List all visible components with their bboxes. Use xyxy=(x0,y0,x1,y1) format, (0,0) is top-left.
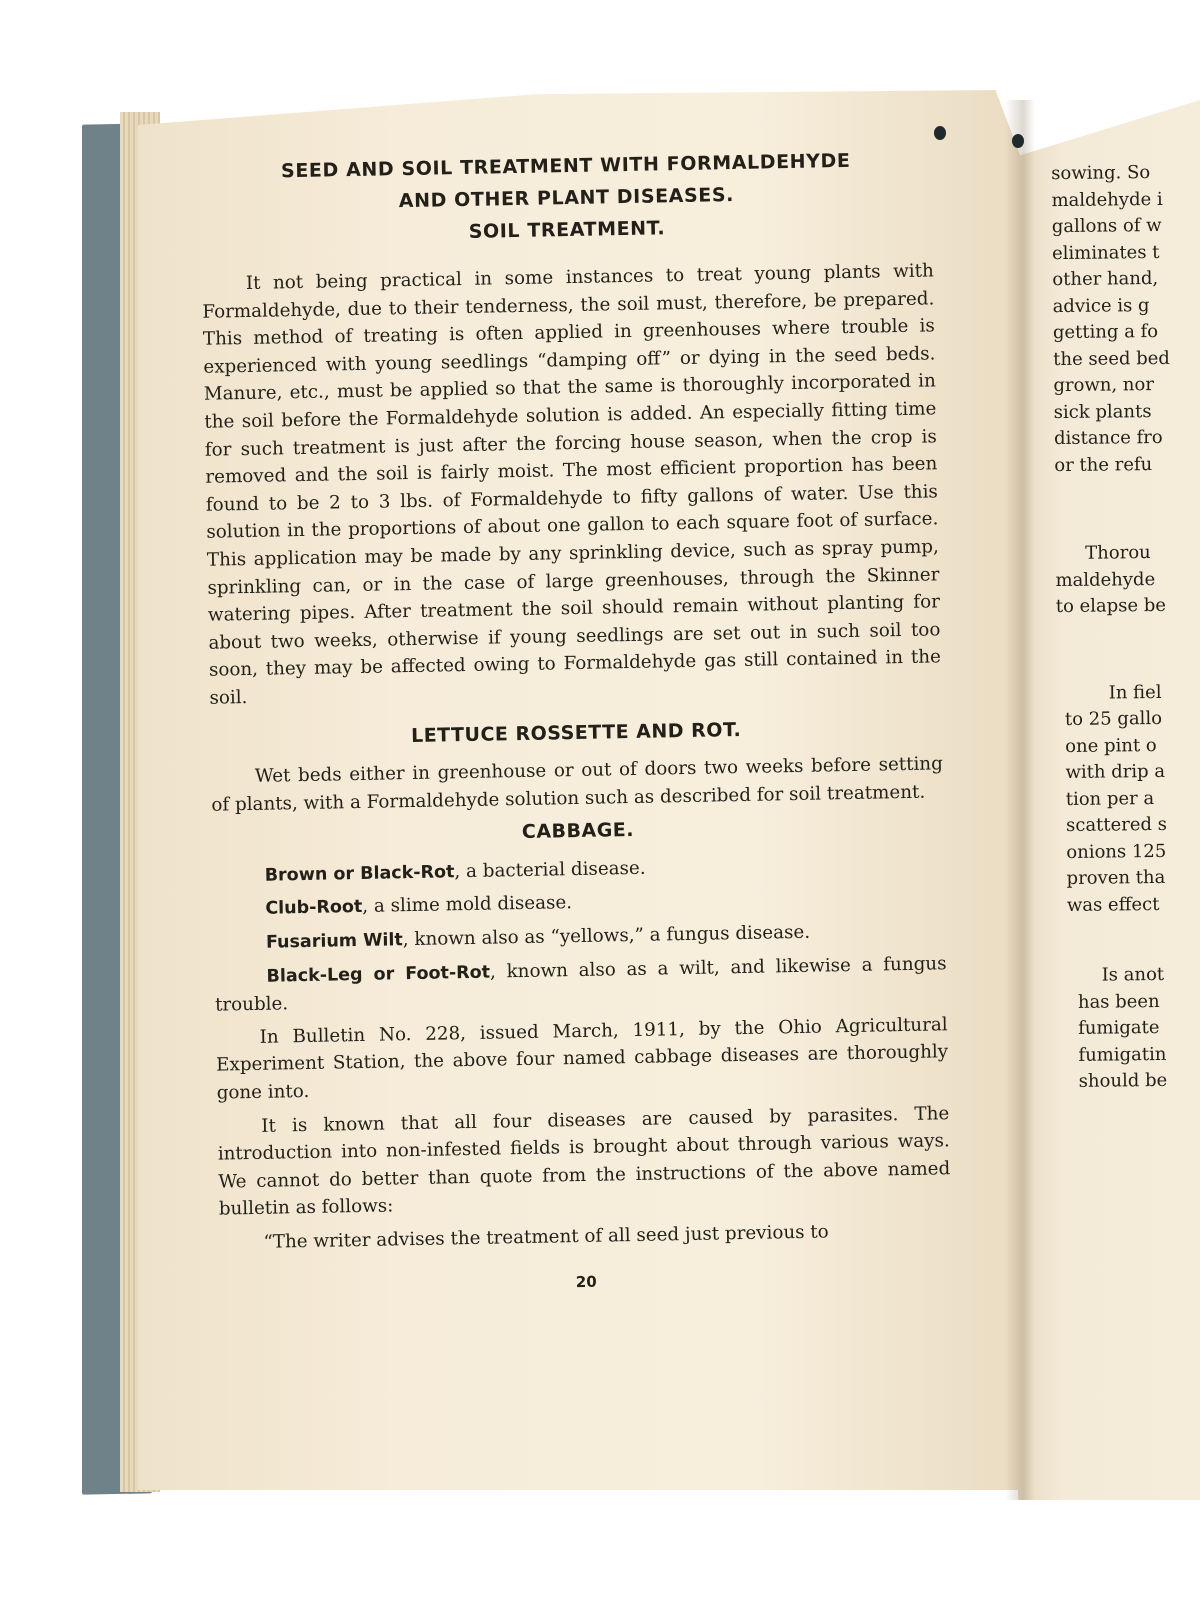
disease-desc: , a bacterial disease. xyxy=(454,857,646,883)
text-line: Is anot xyxy=(1101,963,1165,986)
text-line: onions 125 xyxy=(1066,840,1167,863)
right-text-block-4 xyxy=(1060,961,1200,1096)
text-line: or the refu xyxy=(1054,453,1153,476)
text-line: with drip a xyxy=(1065,760,1166,783)
section-heading-lettuce: LETTUCE ROSSETTE AND ROT. xyxy=(410,718,742,747)
text-line: sowing. So xyxy=(1051,162,1151,185)
text-line: the seed bed xyxy=(1053,347,1170,370)
text-line: getting a fo xyxy=(1052,320,1159,344)
text-line: sick plants xyxy=(1053,400,1152,423)
text-line: eliminates t xyxy=(1051,241,1160,264)
staple-hole-right xyxy=(1012,134,1024,148)
disease-name: Brown or Black-Rot xyxy=(264,862,455,886)
text-line: should be xyxy=(1078,1069,1168,1092)
text-line: other hand, xyxy=(1052,267,1159,291)
quote-paragraph: “The writer advises the treatment of all seed just previous to xyxy=(263,1221,829,1253)
left-page-text xyxy=(200,143,953,1302)
main-heading-line2: AND OTHER PLANT DISEASES. xyxy=(398,184,735,213)
main-heading-line1: SEED AND SOIL TREATMENT WITH FORMALDEHYDE xyxy=(280,149,851,183)
disease-desc: , known also as a wilt, and likewise a fungus trouble. xyxy=(214,952,947,1016)
text-line: proven tha xyxy=(1066,866,1166,889)
disease-desc: , known also as “yellows,” a fungus disease. xyxy=(402,921,811,951)
text-line: to elapse be xyxy=(1055,594,1167,618)
text-line: to 25 gallo xyxy=(1064,707,1163,730)
parasites-paragraph: It is known that all four diseases are caused by parasites. The introduction into non-infested fields is brought about through various ways. We cannot do better than quote from the instructions of the above named bulletin as follows: xyxy=(217,1102,951,1221)
page-number: 20 xyxy=(575,1272,597,1291)
text-line: maldehyde i xyxy=(1051,188,1163,211)
disease-name: Fusarium Wilt xyxy=(265,930,403,953)
right-text-block-2 xyxy=(1055,539,1200,621)
text-line: distance fro xyxy=(1053,426,1163,450)
right-text-block-1 xyxy=(1051,159,1200,479)
text-line: gallons of w xyxy=(1051,214,1162,238)
text-line: one pint o xyxy=(1065,734,1157,757)
book-gutter xyxy=(1005,100,1035,1500)
right-page-text xyxy=(1051,159,1200,1096)
disease-desc: , a slime mold disease. xyxy=(362,892,573,918)
staple-hole-left xyxy=(934,126,946,140)
disease-name: Club-Root xyxy=(265,897,363,920)
section-heading-soil-treatment: SOIL TREATMENT. xyxy=(468,217,666,243)
text-line: has been xyxy=(1077,990,1160,1013)
section-heading-cabbage: CABBAGE. xyxy=(521,819,635,844)
text-line: tion per a xyxy=(1065,787,1155,810)
text-line: advice is g xyxy=(1052,294,1150,317)
text-line: fumigatin xyxy=(1078,1043,1167,1066)
text-line: In fiel xyxy=(1108,681,1162,703)
right-text-block-3 xyxy=(1057,678,1200,919)
text-line: maldehyde xyxy=(1055,568,1156,591)
text-line: was effect xyxy=(1066,893,1160,916)
disease-name: Black-Leg or Foot-Rot xyxy=(266,962,491,987)
bulletin-paragraph: In Bulletin No. 228, issued March, 1911, by the Ohio Agricultural Experiment Station, the above four named cabbage diseases are thoroughly gone into. xyxy=(216,1014,949,1104)
text-line: Thorou xyxy=(1085,542,1151,564)
text-line: grown, nor xyxy=(1053,374,1155,397)
text-line: fumigate xyxy=(1078,1016,1160,1039)
disease-item xyxy=(214,950,947,1020)
lettuce-paragraph: Wet beds either in greenhouse or out of doors two weeks before setting of plants, with a Formaldehyde solution such as described for soil treatment. xyxy=(211,753,944,816)
soil-treatment-paragraph: It not being practical in some instances to treat young plants with Formaldehyde, due to their tenderness, the soil must, therefore, be prepared. This method of treating is often applied in greenhouses where trouble is experienced with young seedlings “damping off” or dying in the seed beds. Manure, etc., must be applied so that the same is thoroughly incorporated in the soil before the Formaldehyde solution is added. An especially fitting time for such treatment is just after the forcing house season, when the crop is removed and the soil is fairly moist. The most efficient proportion has been found to be 2 to 3 lbs. of Formaldehyde to fifty gallons of water. Use this solution in the proportions of about one gallon to each square foot of surface. This application may be made by any sprinkling device, such as spray pump, sprinkling can, or in the case of large greenhouses, through the Skinner watering pipes. After treatment the soil should remain without planting for about two weeks, otherwise if young seedlings are set out in such soil too soon, they may be affected owing to Formaldehyde gas still contained in the soil. xyxy=(202,260,942,709)
text-line: scattered s xyxy=(1065,813,1168,836)
